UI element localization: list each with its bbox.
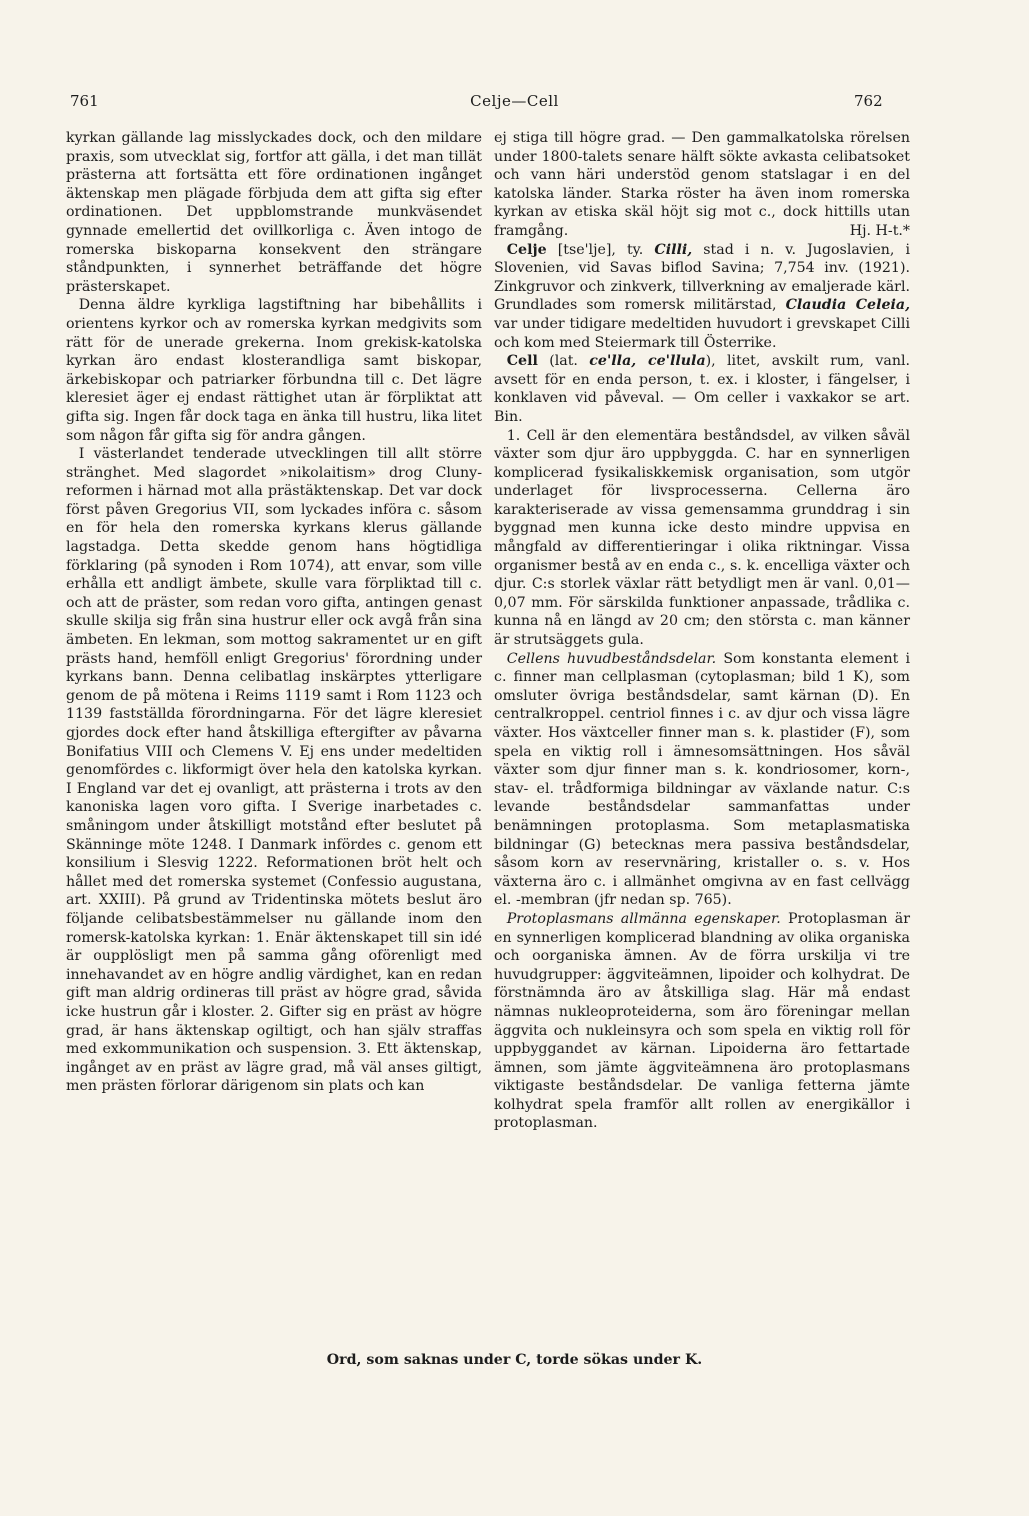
author-signature: Hj. H-t.* bbox=[849, 222, 910, 239]
paragraph: I västerlandet tenderade utvecklingen till allt större stränghet. Med slagordet »nikolaitism» drog Clunyreformen i härnad mot alla prästäktenskap. Det var dock först påven Gregorius VII, som lyckades införa c. såsom en för hela den romerska kyrkans klerus gällande lagstadga. Detta skedde genom hans högtidliga förklaring (på synoden i Rom 1074), att envar, som ville erhålla ett andligt ämbete, skulle vara förpliktad till c. och att de präster, som redan voro gifta, antingen genast skulle skilja sig från sina hustrur eller ock avgå från sina ämbeten. En lekman, som mottog sakramentet ur en gift prästs hand, hemföll enligt Gregorius' förordning under kyrkans bann. Denna celibatlag inskärptes ytterligare genom de på mötena i Reims 1119 samt i Rom 1123 och 1139 fastställda förordningarna. För det lägre kleresiet gjordes dock efter hand åtskilliga eftergifter av påvarna Bonifatius VIII och Clemens V. Ej ens under medeltiden genomfördes c. likformigt över hela den katolska kyrkan. I England var det ej ovanligt, att prästerna i trots av den kanoniska lagen voro gifta. I Sverige inarbetades c. småningom under åtskilligt motstånd efter beslutet på Skänninge möte 1248. I Danmark infördes c. genom ett konsilium i Slesvig 1222. Reformationen bröt helt och hållet med det romerska systemet (Confessio augustana, art. XXIII). På grund av Tridentinska mötets beslut äro följande celibatsbestämmelser nu gällande inom den romersk-katolska kyrkan: 1. Enär äktenskapet till sin idé är oupplösligt men på samma gång oförenligt med innehavandet av en högre andlig värdighet, kan en redan gift man aldrig ordineras till präst av högre grad, såvida icke hustrun går i kloster. 2. Gifter sig en präst av högre grad, är hans äktenskap ogiltigt, och han själv straffas med exkommunikation och suspension. 3. Ett äktenskap, ingånget av en präst av lägre grad, må väl anses giltigt, men prästen förlorar därigenom sin plats och kan bbox=[66, 446, 482, 1095]
page-footer-note: Ord, som saknas under C, torde sökas under K. bbox=[326, 1352, 703, 1368]
paragraph bbox=[494, 650, 910, 910]
paragraph: kyrkan gällande lag misslyckades dock, och den mildare praxis, som utvecklat sig, fortfor att gälla, i det man tillät prästerna att fortsätta ett före ordinationen ingånget äktenskap men plägade förbjuda dem att gifta sig efter ordinationen. Det uppblomstrande munkväsendet gynnade emellertid det ovillkorliga c. Även intogo de romerska biskoparna konsekvent den strängare ståndpunkten, i synnerhet beträffande det högre prästerskapet. bbox=[66, 130, 482, 295]
paragraph-text: Protoplasman är en synnerligen komplicerad blandning av olika organiska och oorganiska ämnen. Av de förra urskilja vi tre huvudgrupper: äggviteämnen, lipoider och kolhydrat. De förstnämnda äro av åtskilliga slag. Här må endast nämnas nukleoproteiderna, som äro föreningar mellan äggvita och nukleinsyra och som spela en viktig roll för uppbyggandet av kärnan. Lipoiderna äro fettartade ämnen, som jämte äggviteämnena äro protoplasmans viktigaste beståndsdelar. De vanliga fetterna jämte kolhydrat spela framför allt rollen av energikällor i protoplasman. bbox=[494, 910, 910, 1132]
entry-headword: Celje bbox=[506, 241, 547, 258]
left-column bbox=[66, 129, 482, 1096]
right-column bbox=[494, 129, 910, 1133]
paragraph: 1. Cell är den elementära beståndsdel, av vilken såväl växter som djur äro uppbyggda. C. har en synnerligen komplicerad fysikaliskkemisk organisation, som utgör underlaget för livsprocesserna. Cellerna äro karakteriserade av vissa gemensamma grunddrag i sin byggnad men kunna icke desto mindre uppvisa en mångfald av differentieringar i olika riktningar. Vissa organismer bestå av en enda c., s. k. encelliga växter och djur. C:s storlek växlar rätt betydligt men är vanl. 0,01—0,07 mm. För särskilda funktioner anpassade, trådlika c. kunna nå en längd av 20 cm; den största c. man känner är strutsäggets gula. bbox=[494, 427, 910, 649]
paragraph-text: Som konstanta element i c. finner man cellplasman (cytoplasman; bild 1 K), som omsluter övriga beståndsdelar, samt kärnan (D). En centralkroppel. centriol finnes i c. av djur och vissa lägre växter. Hos växtceller finner man s. k. plastider (F), som spela en viktig roll i ämnesomsättningen. Hos såväl växter som djur finner man s. k. kondriosomer, korn-, stav- el. trådformiga bildningar av växlande natur. C:s levande beståndsdelar sammanfattas under benämningen protoplasma. Som metaplasmatiska bildningar (G) betecknas mera passiva beståndsdelar, såsom korn av reservnäring, kristaller o. s. v. Hos växterna äro c. i allmänhet omgivna av en fast cellvägg el. -membran (jfr nedan sp. 765). bbox=[494, 650, 910, 909]
section-heading: Cellens huvudbeståndsdelar. bbox=[506, 650, 717, 667]
left-page-number: 761 bbox=[70, 92, 99, 110]
entry-text: var under tidigare medeltiden huvudort i grevskapet Cilli och kom med Steiermark till Österrike. bbox=[494, 315, 910, 351]
running-head: Celje—Cell bbox=[470, 92, 559, 110]
entry-italic: Cilli, bbox=[654, 241, 693, 258]
entry-text: [tse'lje], ty. bbox=[557, 241, 644, 258]
entry-text: (lat. bbox=[549, 353, 578, 370]
entry-text: ), litet, avskilt rum, vanl. avsett för en enda person, t. ex. i kloster, i fängelser, i konklaven vid påveval. — Om celler i vaxkakor se art. Bin. bbox=[494, 353, 911, 425]
entry-celje bbox=[494, 241, 910, 353]
entry-italic: ce'lla, ce'llula bbox=[589, 353, 706, 370]
paragraph-text: ej stiga till högre grad. — Den gammalkatolska rörelsen under 1800-talets senare hälft sökte avkasta celibatsoket och vann häri understöd genom statslagar i en del katolska länder. Starka röster ha även inom romerska kyrkan av etiska skäl höjt sig mot c., dock hittills utan framgång. bbox=[494, 130, 910, 239]
paragraph bbox=[494, 129, 910, 241]
section-heading: Protoplasmans allmänna egenskaper. bbox=[506, 910, 781, 927]
entry-text: stad i n. v. Jugoslavien, i Slovenien, vid Savas biflod Savina; 7,754 inv. (1921). Zinkgruvor och zinkverk, tillverkning av emaljerade kärl. Grundlades som romersk militärstad, bbox=[494, 241, 911, 314]
paragraph: Denna äldre kyrkliga lagstiftning har bibehållits i orientens kyrkor och av romerska kyrkan medgivits som rätt för de unerade grekerna. Inom grekisk-katolska kyrkan äro endast klosterandliga samt biskopar, ärkebiskopar och patriarker förbundna till c. Det lägre kleresiet äger ej endast rättighet utan är förpliktat att gifta sig. Ingen får dock taga en änka till hustru, lika litet som någon får gifta sig för andra gången. bbox=[66, 297, 482, 444]
paragraph bbox=[494, 910, 910, 1133]
entry-headword: Cell bbox=[506, 353, 538, 370]
entry-italic: Claudia Celeia, bbox=[785, 297, 911, 314]
entry-cell bbox=[494, 352, 910, 426]
right-page-number: 762 bbox=[854, 92, 883, 110]
